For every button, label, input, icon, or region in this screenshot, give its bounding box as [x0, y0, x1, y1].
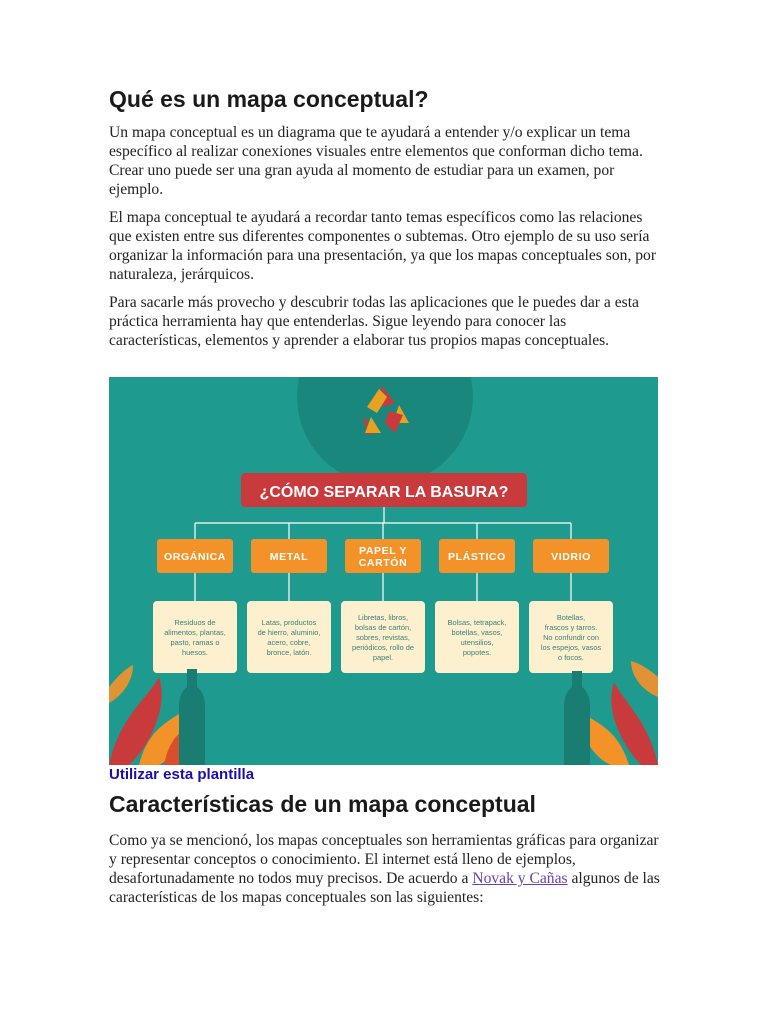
- paragraph-4-text-after: algunos de las características de los mapas conceptuales son las siguientes:: [109, 870, 660, 906]
- description-text: de hierro, aluminio,: [257, 628, 321, 637]
- category-item: [435, 539, 519, 673]
- description-text: los espejos, vasos: [540, 643, 602, 652]
- description-text: acero, cobre,: [267, 638, 311, 647]
- novak-canas-link[interactable]: Novak y Cañas: [472, 870, 568, 887]
- description-box: [435, 601, 519, 673]
- description-box: [153, 601, 237, 673]
- description-text: Residuos de: [174, 618, 216, 627]
- description-text: botellas, vasos,: [451, 628, 503, 637]
- paragraph-2: El mapa conceptual te ayudará a recordar tanto temas específicos como las relaciones que existen entre sus diferentes componentes o subtemas. Otro ejemplo de su uso sería organizar la información para una presentación, ya que los mapas conceptuales son, por naturaleza, jerárquicos.: [109, 209, 657, 283]
- paragraph-4: [109, 831, 661, 907]
- description-text: Libretas, libros,: [357, 613, 409, 622]
- description-text: o focos.: [558, 653, 584, 662]
- category-item: [153, 539, 237, 673]
- recycling-infographic: [109, 377, 658, 765]
- description-text: pasto, ramas o: [170, 638, 220, 647]
- description-text: bolsas de cartón,: [354, 623, 412, 632]
- category-label: PAPEL Y: [359, 545, 407, 557]
- description-text: sobres, revistas,: [356, 633, 410, 642]
- category-label: VIDRIO: [551, 551, 591, 563]
- category-item: [529, 539, 613, 673]
- infographic-title: ¿CÓMO SEPARAR LA BASURA?: [259, 484, 509, 501]
- description-text: bronce, latón.: [266, 648, 312, 657]
- heading-what-is-concept-map: Qué es un mapa conceptual?: [109, 86, 429, 112]
- description-text: papel.: [372, 653, 394, 662]
- category-label: PLÁSTICO: [448, 551, 506, 563]
- category-label: CARTÓN: [358, 557, 408, 569]
- description-text: frascos y tarros.: [544, 623, 598, 632]
- description-text: periódicos, rollo de: [351, 643, 415, 652]
- paragraph-3: Para sacarle más provecho y descubrir todas las aplicaciones que le puedes dar a esta práctica herramienta hay que entenderlas. Sigue leyendo para conocer las características, elementos y aprender a elaborar tus propios mapas conceptuales.: [109, 294, 639, 349]
- description-text: Bolsas, tetrapack,: [447, 618, 507, 627]
- category-group: [153, 539, 613, 673]
- paragraph-1: Un mapa conceptual es un diagrama que te ayudará a entender y/o explicar un tema específico al realizar conexiones visuales entre elementos que conforman dicho tema. Crear uno puede ser una gran ayuda al momento de estudiar para un examen, por ejemplo.: [109, 124, 643, 198]
- description-text: No confundir con: [543, 633, 599, 642]
- description-text: Latas, productos: [261, 618, 317, 627]
- description-text: utensilios,: [460, 638, 494, 647]
- category-label: METAL: [269, 551, 309, 563]
- use-template-link[interactable]: Utilizar esta plantilla: [109, 766, 255, 783]
- description-text: Botellas,: [556, 613, 586, 622]
- description-text: popotes.: [462, 648, 492, 657]
- category-item: [341, 539, 425, 673]
- description-text: alimentos, plantas,: [164, 628, 226, 637]
- heading-characteristics: Características de un mapa conceptual: [109, 791, 536, 817]
- description-text: huesos.: [182, 648, 208, 657]
- category-item: [247, 539, 331, 673]
- description-box: [247, 601, 331, 673]
- paragraph-4-text-before: Como ya se mencionó, los mapas conceptuales son herramientas gráficas para organizar y representar conceptos o conocimiento. El internet está lleno de ejemplos, desafortunadamente no todos muy precisos. De acuerdo a: [109, 832, 659, 887]
- category-label: ORGÁNICA: [164, 551, 226, 563]
